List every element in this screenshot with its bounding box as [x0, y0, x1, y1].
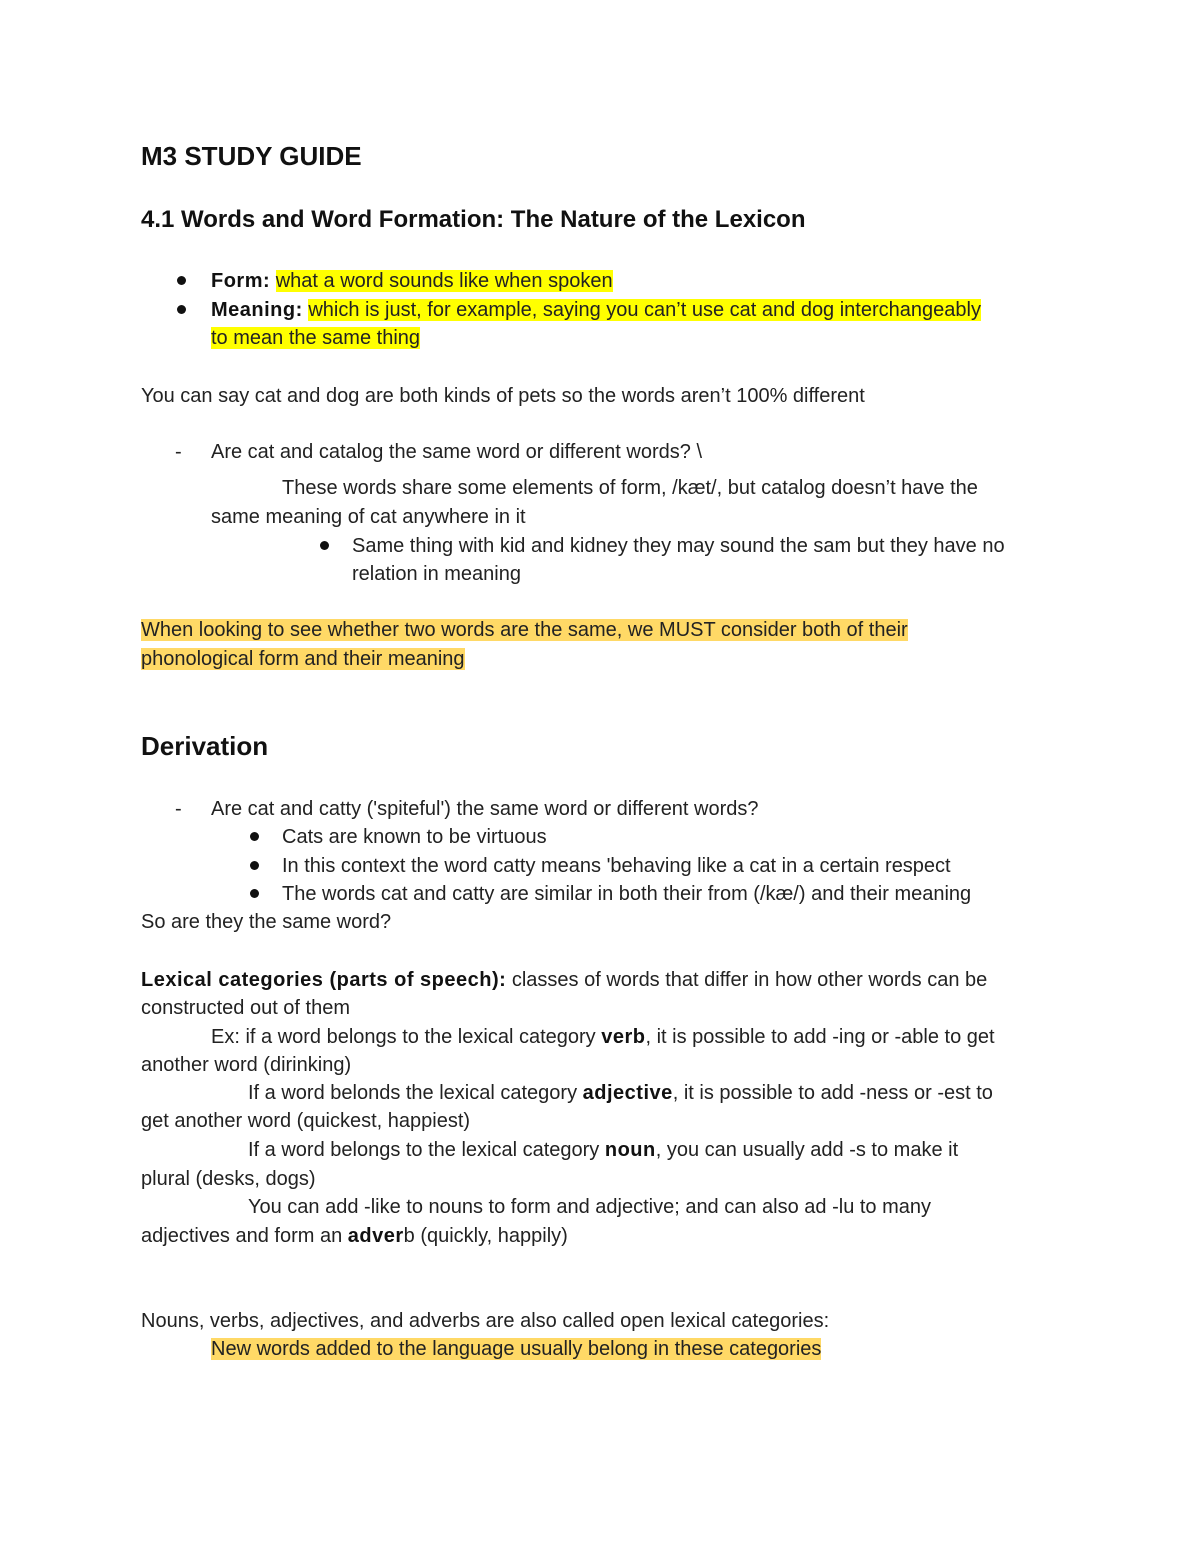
share-text: These words share some elements of form, /kæt/, but catalog doesn’t have the [282, 477, 978, 499]
must-note [141, 616, 908, 644]
adverb-example: You can add -like to nouns to form and adjective; and can also ad -lu to many [248, 1196, 932, 1218]
open-categories-highlight: New words added to the language usually belong in these categories [211, 1338, 822, 1360]
form-bullet [211, 267, 613, 295]
must-text-cont: phonological form and their meaning [141, 648, 465, 670]
form-label: Form: [211, 270, 271, 292]
adjective-example-cont: get another word (quickest, happiest) [141, 1110, 471, 1132]
adverb-example-cont [141, 1222, 568, 1250]
noun-example [248, 1136, 958, 1164]
verb-term: verb [601, 1026, 646, 1048]
meaning-text-cont: to mean the same thing [211, 327, 421, 349]
meaning-label: Meaning: [211, 299, 303, 321]
meaning-text: which is just, for example, saying you can’t use cat and dog interchangeably [308, 299, 981, 321]
same-word-question: So are they the same word? [141, 911, 392, 933]
bullet-icon [250, 832, 259, 841]
verb-example-cont: another word (dirinking) [141, 1054, 352, 1076]
dash-marker: - [175, 441, 182, 463]
bullet-icon [250, 889, 259, 898]
catalog-question: Are cat and catalog the same word or different words? \ [211, 441, 703, 463]
bullet-icon [177, 305, 186, 314]
kid-bullet: Same thing with kid and kidney they may sound the sam but they have no [352, 535, 1005, 557]
pets-paragraph: You can say cat and dog are both kinds of pets so the words aren’t 100% different [141, 385, 865, 407]
open-categories-line: Nouns, verbs, adjectives, and adverbs are also called open lexical categories: [141, 1310, 830, 1332]
lexical-label: Lexical categories (parts of speech): [141, 969, 507, 991]
catty-bullet-3: The words cat and catty are similar in both their from (/kæ/) and their meaning [282, 883, 972, 905]
noun-term: noun [604, 1139, 656, 1161]
bullet-icon [320, 541, 329, 550]
must-note-cont [141, 645, 465, 673]
meaning-bullet [211, 296, 981, 324]
share-text-cont: same meaning of cat anywhere in it [211, 506, 526, 528]
adjective-example [248, 1079, 993, 1107]
lexical-def-text: classes of words that differ in how other words can be [506, 969, 988, 991]
catty-question: Are cat and catty ('spiteful') the same word or different words? [211, 798, 759, 820]
catty-bullet-1: Cats are known to be virtuous [282, 826, 547, 848]
kid-bullet-cont: relation in meaning [352, 563, 521, 585]
noun-example-text: If a word belongs to the lexical category [248, 1139, 605, 1161]
page-title: M3 STUDY GUIDE [141, 141, 362, 171]
section-heading: 4.1 Words and Word Formation: The Nature of the Lexicon [141, 206, 806, 233]
noun-example-text-2: , you can usually add -s to make it [655, 1139, 959, 1161]
form-text: what a word sounds like when spoken [275, 270, 613, 292]
verb-example-text-2: , it is possible to add -ing or -able to get [645, 1026, 995, 1048]
bullet-icon [250, 861, 259, 870]
verb-example-text: Ex: if a word belongs to the lexical category [211, 1026, 602, 1048]
bullet-icon [177, 276, 186, 285]
adjective-example-text: If a word belonds the lexical category [248, 1082, 583, 1104]
derivation-heading: Derivation [141, 731, 269, 761]
lexical-definition [141, 966, 987, 994]
adverb-example-text: adjectives and form an [141, 1225, 348, 1247]
meaning-bullet-cont [211, 324, 420, 352]
must-text: When looking to see whether two words are the same, we MUST consider both of their [141, 619, 908, 641]
adverb-example-text-2: b (quickly, happily) [403, 1225, 568, 1247]
open-categories-note [211, 1335, 821, 1363]
catty-bullet-2: In this context the word catty means 'behaving like a cat in a certain respect [282, 855, 951, 877]
noun-example-cont: plural (desks, dogs) [141, 1168, 316, 1190]
verb-example [211, 1023, 995, 1051]
adjective-example-text-2: , it is possible to add -ness or -est to [672, 1082, 993, 1104]
dash-marker: - [175, 798, 182, 820]
adverb-term: adver [347, 1225, 404, 1247]
adjective-term: adjective [582, 1082, 673, 1104]
lexical-definition-cont: constructed out of them [141, 997, 351, 1019]
